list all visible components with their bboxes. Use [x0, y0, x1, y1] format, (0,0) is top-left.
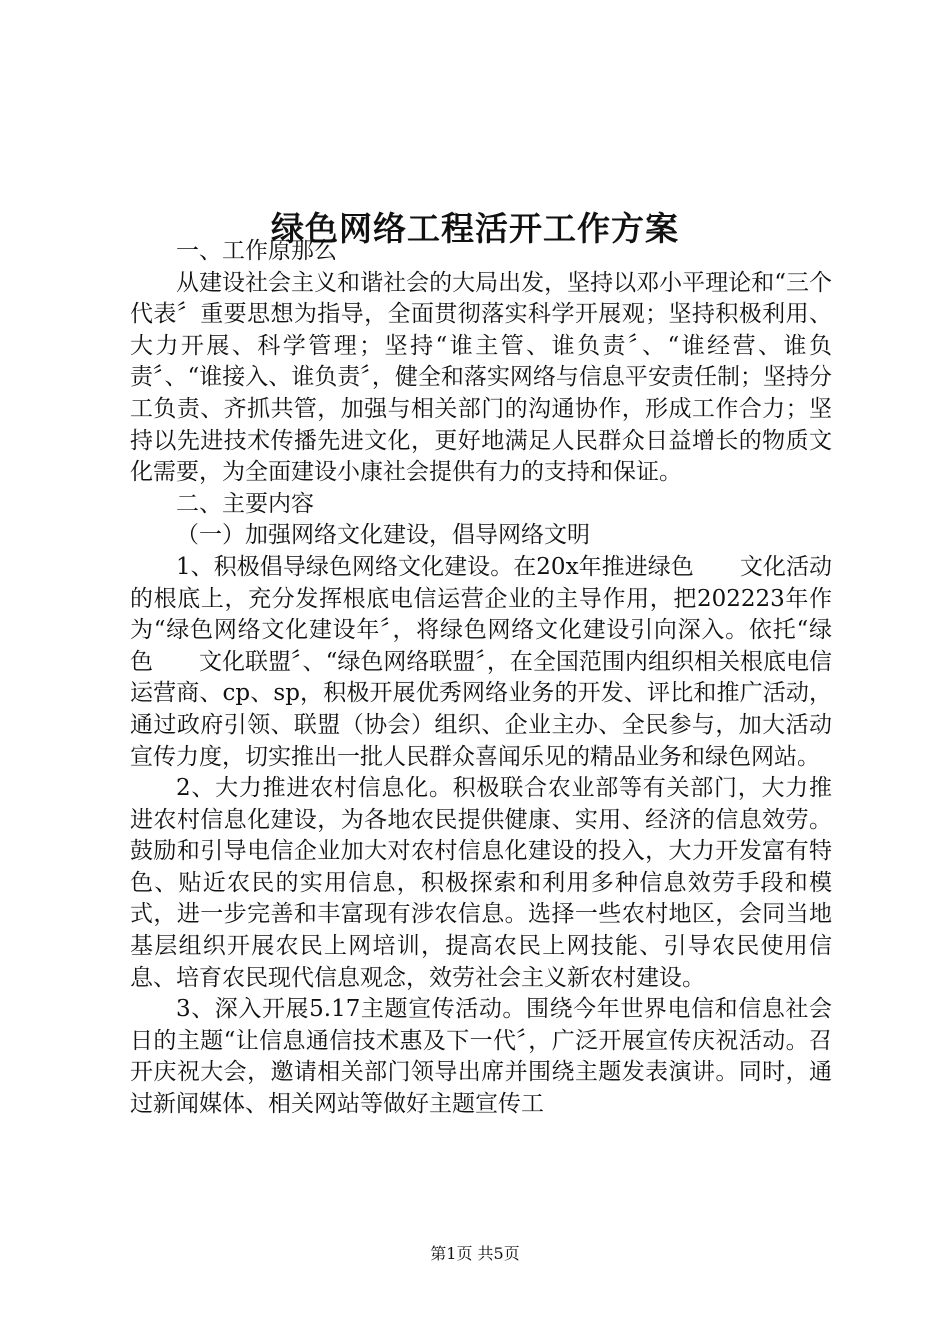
paragraph-item-2: 2、大力推进农村信息化。积极联合农业部等有关部门，大力推进农村信息化建设，为各地农民提供健康、实用、经济的信息效劳。鼓励和引导电信企业加大对农村信息化建设的投入，大力开发富有特色、贴近农民的实用信息，积极探索和利用多种信息效劳手段和模式，进一步完善和丰富现有涉农信息。选择一些农村地区，会同当地基层组织开展农民上网培训，提高农民上网技能、引导农民使用信息、培育农民现代信息观念，效劳社会主义新农村建设。 [130, 775, 832, 991]
section-heading-main-content: 二、主要内容 [176, 490, 314, 517]
document-body [130, 236, 832, 1121]
paragraph-principles: 从建设社会主义和谐社会的大局出发，坚持以邓小平理论和“三个代表〞重要思想为指导，全面贯彻落实科学开展观；坚持积极利用、大力开展、科学管理；坚持“谁主管、谁负责〞、“谁经营、谁负责〞、“谁接入、谁负责〞，健全和落实网络与信息平安责任制；坚持分工负责、齐抓共管，加强与相关部门的沟通协作，形成工作合力；坚持以先进技术传播先进文化，更好地满足人民群众日益增长的物质文化需要，为全面建设小康社会提供有力的支持和保证。 [130, 269, 832, 486]
document-title: 绿色网络工程活开工作方案 [271, 209, 679, 249]
page-footer: 第1页 共5页 [430, 1244, 520, 1263]
paragraph-item-3: 3、深入开展5.17主题宣传活动。围绕今年世界电信和信息社会日的主题“让信息通信技术惠及下一代〞，广泛开展宣传庆祝活动。召开庆祝大会，邀请相关部门领导出席并围绕主题发表演讲。同时，通过新闻媒体、相关网站等做好主题宣传工 [130, 996, 832, 1118]
section-heading-principles: 一、工作原那么 [176, 238, 337, 264]
paragraph-item-1: 1、积极倡导绿色网络文化建设。在20x年推进绿色 文化活动的根底上，充分发挥根底电信运营企业的主导作用，把202223年作为“绿色网络文化建设年〞，将绿色网络文化建设引向深入。依托“绿色 文化联盟〞、“绿色网络联盟〞，在全国范围内组织相关根底电信运营商、cp、sp，积极开展优秀网络业务的开发、评比和推广活动，通过政府引领、联盟（协会）组织、企业主办、全民参与，加大活动宣传力度，切实推出一批人民群众喜闻乐见的精品业务和绿色网站。 [130, 553, 832, 770]
subsection-heading-network-culture: （一）加强网络文化建设，倡导网络文明 [176, 522, 590, 549]
